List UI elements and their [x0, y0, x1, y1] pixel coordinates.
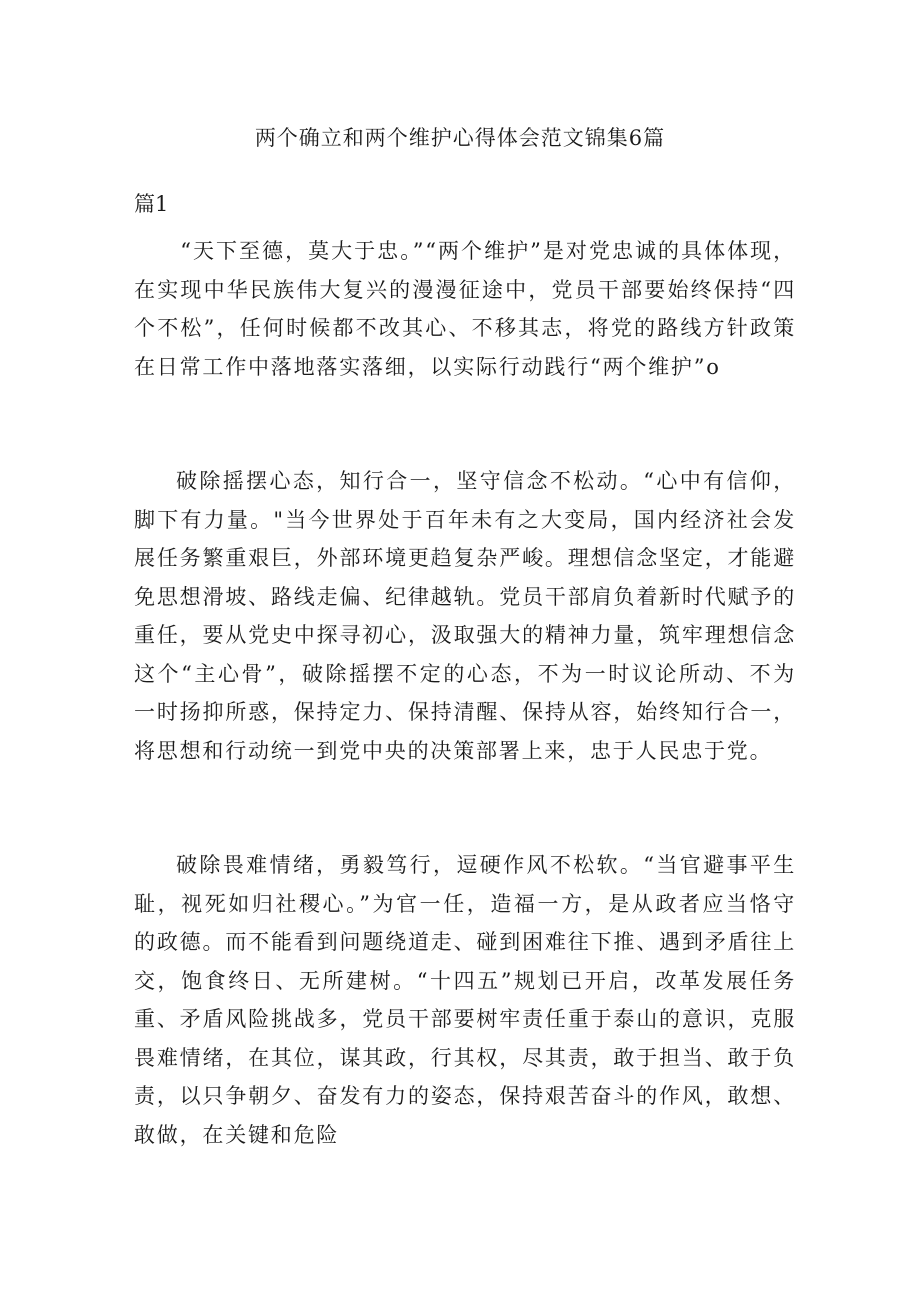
section-label: 篇1 [134, 192, 169, 216]
document-title: 两个确立和两个维护心得体会范文锦集6篇 [254, 126, 666, 150]
paragraph: 破除畏难情绪，勇毅笃行，逗硬作风不松软。“当官避事平生耻，视死如归社稷心。”为官一任，造福一方，是从政者应当恪守的政德。而不能看到问题绕道走、碰到困难往下推、遇到矛盾往上交，饱食终日、无所建树。“十四五”规划已开启，改革发展任务重、矛盾风险挑战多，党员干部要树牢责任重于泰山的意识，克服畏难情绪，在其位，谋其政，行其权，尽其责，敢于担当、敢于负责，以只争朝夕、奋发有力的姿态，保持艰苦奋斗的作风，敢想、敢做，在关键和危险 [134, 853, 796, 1147]
paragraph: 破除摇摆心态，知行合一，坚守信念不松动。“心中有信仰，脚下有力量。"当今世界处于百年未有之大变局，国内经济社会发展任务繁重艰巨，外部环境更趋复杂严峻。理想信念坚定，才能避免思想滑坡、路线走偏、纪律越轨。党员干部肩负着新时代赋予的重任，要从党史中探寻初心，汲取强大的精神力量，筑牢理想信念这个“主心骨”，破除摇摆不定的心态，不为一时议论所动、不为一时扬抑所惑，保持定力、保持清醒、保持从容，始终知行合一，将思想和行动统一到党中央的决策部署上来，忠于人民忠于党。 [134, 469, 796, 763]
paragraph: “天下至德，莫大于忠。”“两个维护”是对党忠诚的具体体现，在实现中华民族伟大复兴的漫漫征途中，党员干部要始终保持“四个不松”，任何时候都不改其心、不移其志，将党的路线方针政策在日常工作中落地落实落细，以实际行动践行“两个维护”o [134, 239, 796, 379]
